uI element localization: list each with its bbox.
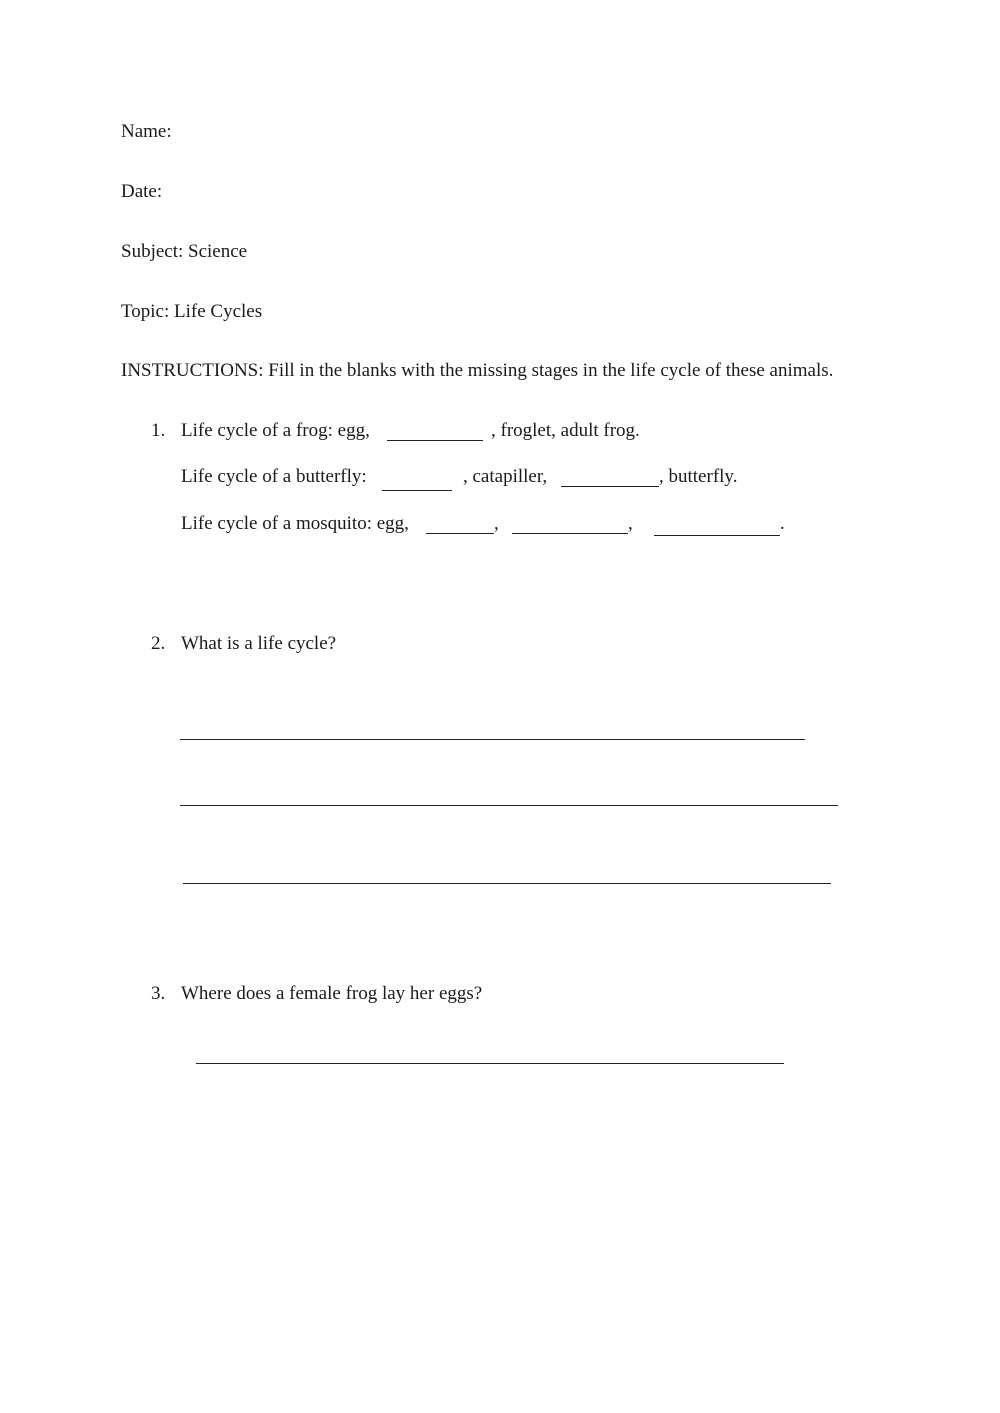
q3-number: 3. [151,983,166,1004]
q3-answer-line-1[interactable] [196,1063,784,1064]
q2-answer-line-1[interactable] [180,739,805,740]
q1-mosquito-blank-2[interactable] [512,533,628,534]
q2-number: 2. [151,633,166,654]
subject-label: Subject: Science [121,241,248,262]
q1-mosquito-blank-1[interactable] [426,533,494,534]
q1-frog-suffix: , froglet, adult frog. [491,420,640,441]
q1-butterfly-blank-1[interactable] [382,490,452,491]
instructions-text: INSTRUCTIONS: Fill in the blanks with the missing stages in the life cycle of these animals. [121,360,834,381]
q1-frog-prefix: Life cycle of a frog: egg, [181,420,370,441]
q1-mosquito-blank-3[interactable] [654,535,780,536]
q1-butterfly-middle: , catapiller, [463,466,548,487]
q1-butterfly-prefix: Life cycle of a butterfly: [181,466,367,487]
q1-butterfly-blank-2[interactable] [561,486,659,487]
name-label: Name: [121,121,172,142]
q1-butterfly-suffix: , butterfly. [659,466,738,487]
q1-mosquito-sep-1: , [494,513,499,534]
topic-label: Topic: Life Cycles [121,301,263,322]
q2-answer-line-2[interactable] [180,805,838,806]
q1-mosquito-end: . [780,513,785,534]
q1-number: 1. [151,420,166,441]
q1-mosquito-sep-2: , [628,513,633,534]
q2-answer-line-3[interactable] [183,883,831,884]
date-label: Date: [121,181,163,202]
q3-question: Where does a female frog lay her eggs? [181,983,483,1004]
q1-mosquito-prefix: Life cycle of a mosquito: egg, [181,513,409,534]
q2-question: What is a life cycle? [181,633,337,654]
q1-frog-blank[interactable] [387,440,483,441]
